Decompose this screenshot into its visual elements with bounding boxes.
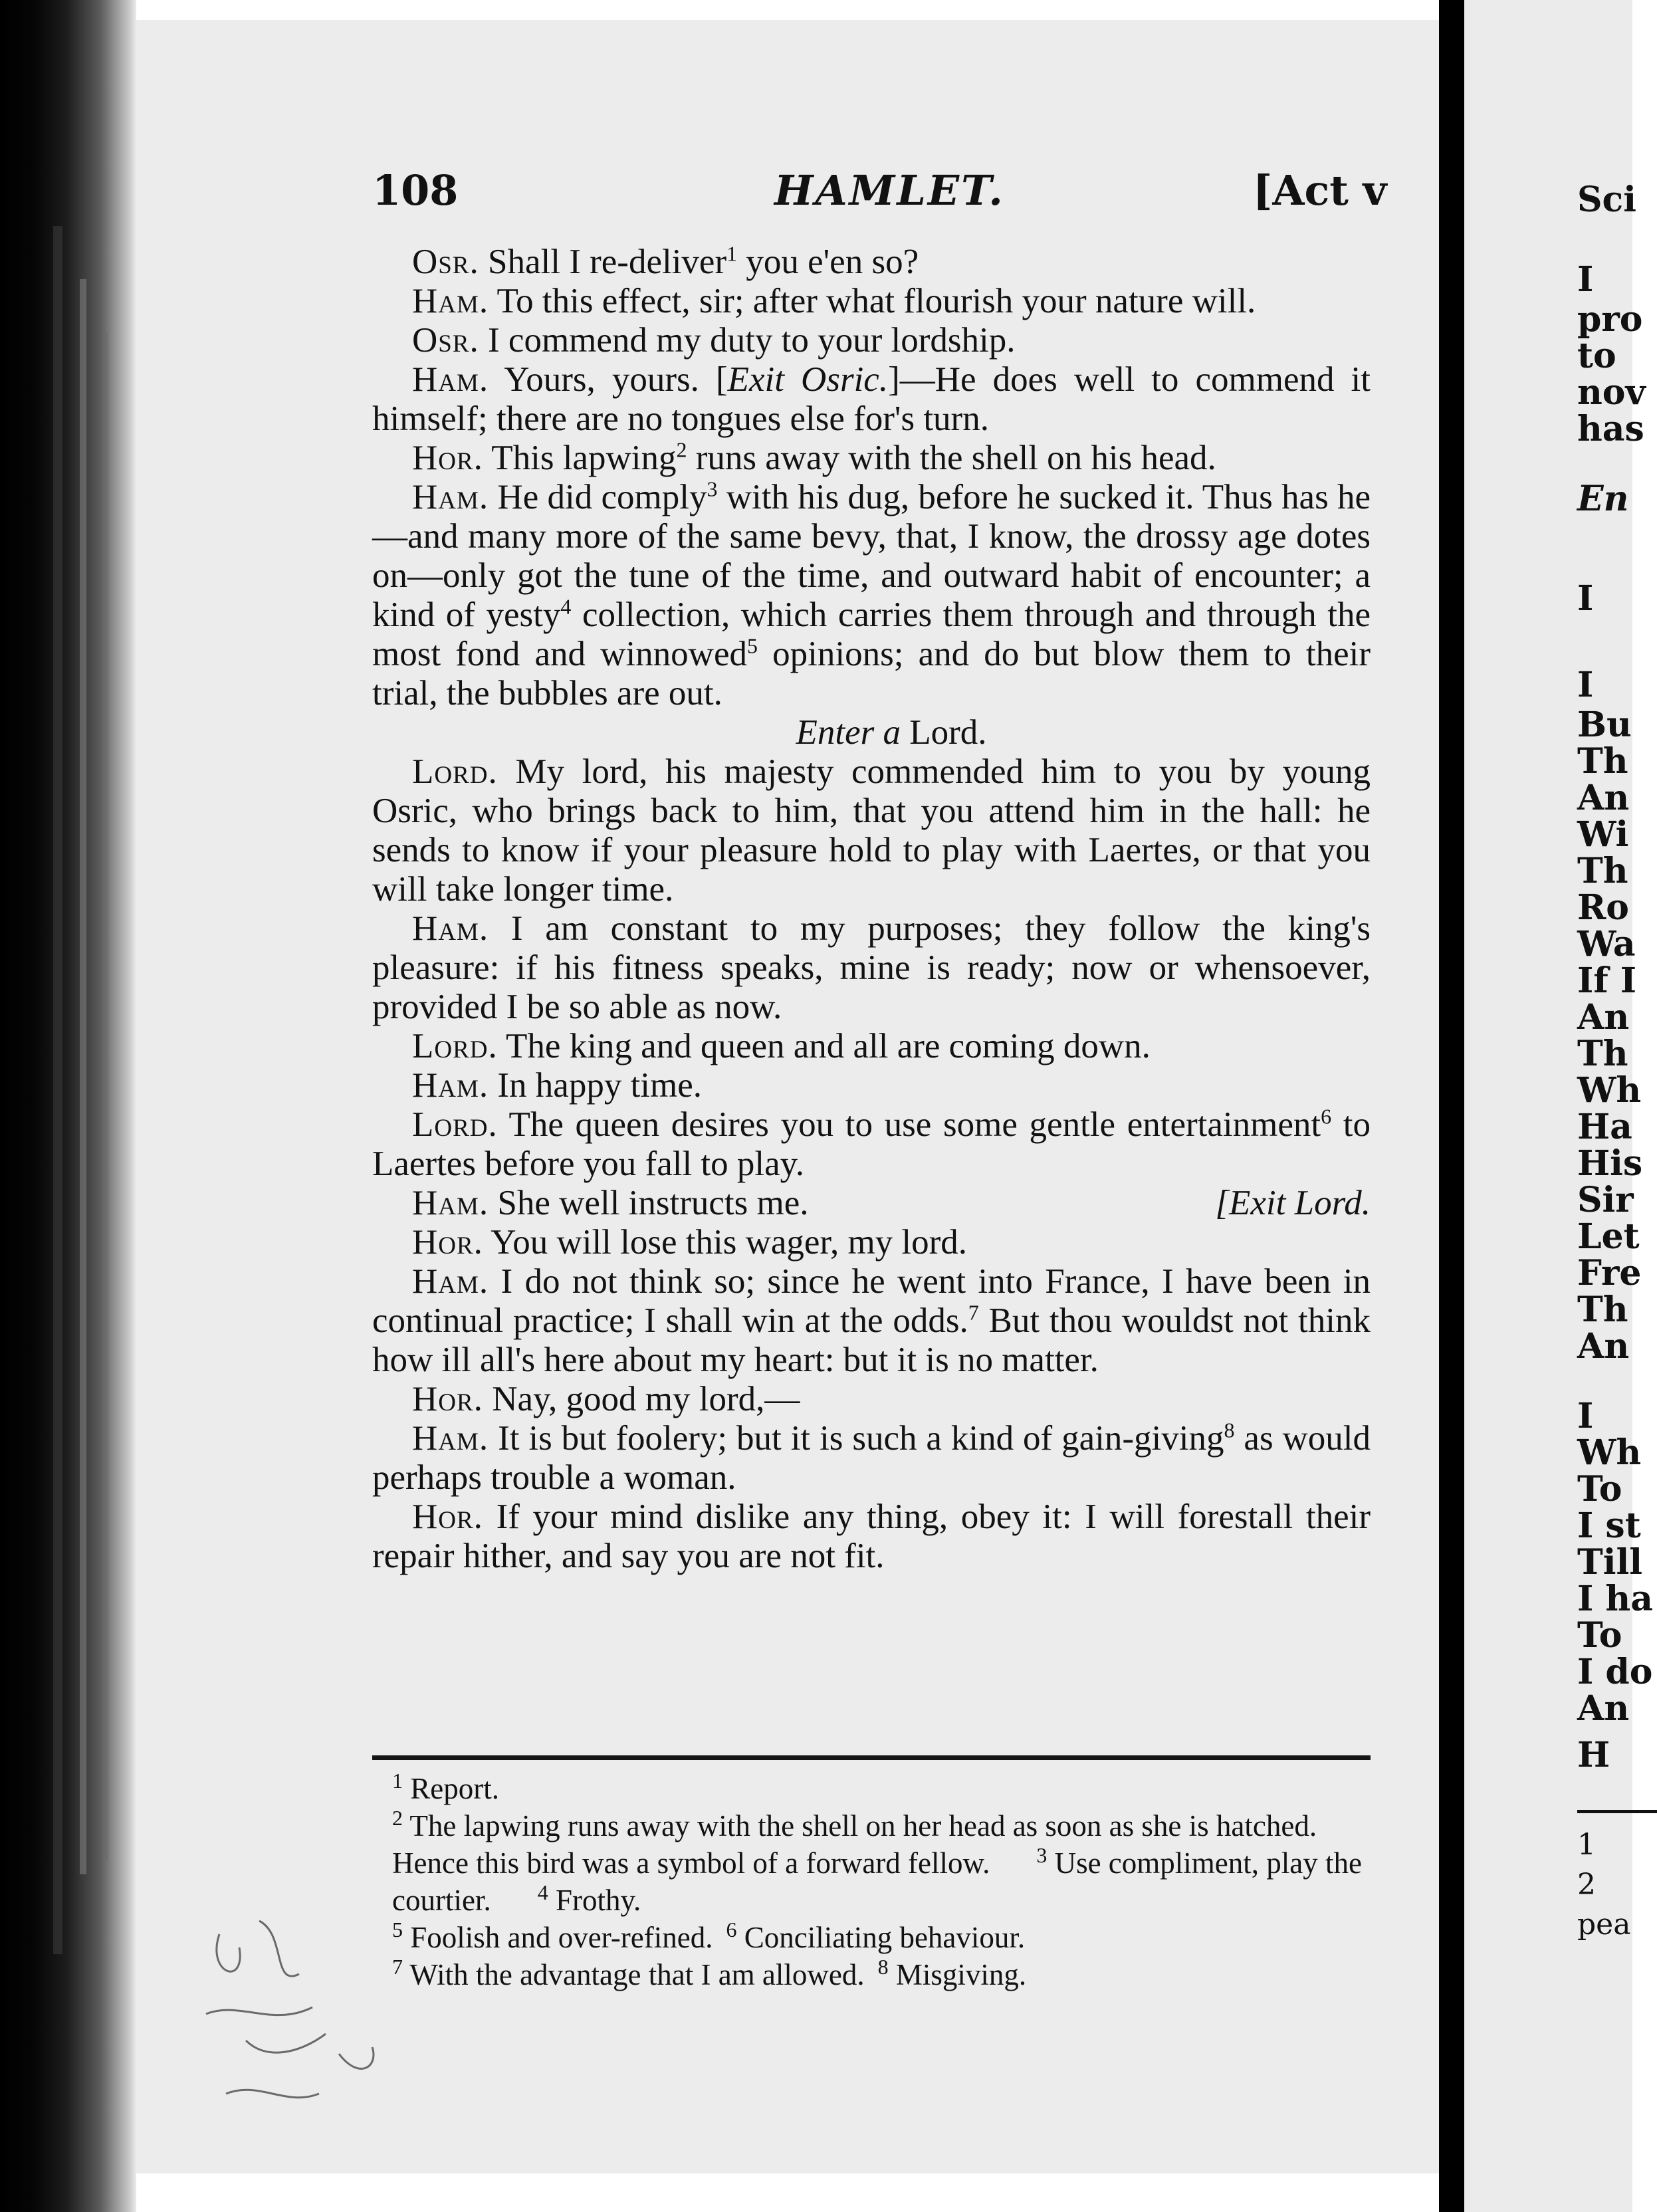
right-page-line-fragment: If I — [1577, 960, 1637, 1001]
act-header: [Act v — [1253, 166, 1387, 215]
spine-stamp-marks — [40, 199, 140, 1994]
right-page-line-fragment: Sci — [1577, 179, 1636, 220]
exit-direction: [Exit Lord. — [1215, 1184, 1371, 1222]
right-page-line-fragment: pro — [1577, 299, 1643, 340]
speech-with-exit: Ham. She well instructs me. [Exit Lord. — [412, 1184, 1371, 1222]
right-page-footnote-rule — [1577, 1810, 1657, 1813]
right-page-line-fragment: has — [1577, 409, 1644, 449]
right-page-line-fragment: Let — [1577, 1216, 1640, 1257]
speech: Lord. The queen desires you to use some gentle entertainment$^6$ to Laertes before you fall to play. — [372, 1104, 1371, 1183]
right-page-line-fragment: His — [1577, 1143, 1643, 1184]
speech: Hor. You will lose this wager, my lord. — [412, 1223, 968, 1262]
right-page-line-fragment: To — [1577, 1615, 1622, 1656]
speech: Ham. I am constant to my purposes; they follow the king's pleasure: if his fitness speaks, mine is ready; now or whensoever, provided I be so able as now. — [372, 909, 1371, 1026]
footnote: $^5$ Foolish and over-refined. $^6$ Conciliating behaviour. — [392, 1918, 1026, 1954]
footnote-rule — [372, 1755, 1371, 1760]
right-page-line-fragment: An — [1577, 997, 1630, 1038]
speech: Osr. Shall I re-deliver$^1$ you e'en so? — [412, 241, 919, 281]
speech: Hor. This lapwing$^2$ runs away with the shell on his head. — [412, 437, 1216, 477]
pencil-scribble-marks — [166, 1894, 432, 2147]
speech: Lord. The king and queen and all are coming down. — [412, 1027, 1151, 1065]
right-page-line-fragment: Till — [1577, 1542, 1642, 1583]
right-page-line-fragment: Ro — [1577, 887, 1629, 928]
right-page-line-fragment: Wh — [1577, 1070, 1642, 1111]
speech: Lord. My lord, his majesty commended him to you by young Osric, who brings back to him, that you attend him in the hall: he sends to know if your pleasure hold to play with Laertes, or that you will take longer time. — [372, 752, 1371, 909]
right-page-line-fragment: I — [1577, 259, 1594, 300]
right-page-line-fragment: An — [1577, 778, 1630, 818]
speech: Osr. I commend my duty to your lordship. — [412, 321, 1016, 360]
play-text — [372, 243, 1371, 1576]
right-page-line-fragment: Wh — [1577, 1432, 1642, 1473]
right-page-line-fragment: Th — [1577, 1034, 1628, 1074]
right-page-fragment — [1464, 0, 1653, 2212]
running-title: HAMLET. — [774, 166, 1005, 215]
right-page-line-fragment: An — [1577, 1326, 1630, 1367]
right-page-line-fragment: I — [1577, 665, 1594, 705]
right-page-line-fragment: Th — [1577, 1289, 1628, 1330]
right-page-line-fragment: I do — [1577, 1652, 1653, 1692]
speech: Ham. I do not think so; since he went into France, I have been in continual practice; I shall win at the odds.$^7$ But thou wouldst not think how ill all's here about my heart: but it is no matter. — [372, 1262, 1371, 1379]
right-page-line-fragment: I — [1577, 1396, 1594, 1436]
speech: Ham. Yours, yours. [Exit Osric.]—He does well to commend it himself; there are no tongues else for's turn. — [372, 360, 1371, 438]
speech: Hor. If your mind dislike any thing, obey it: I will forestall their repair hither, and say you are not fit. — [372, 1497, 1371, 1575]
right-page-footnote-fragment: 1 — [1577, 1828, 1596, 1862]
right-page-line-fragment: Th — [1577, 851, 1628, 891]
right-page-line-fragment: H — [1577, 1735, 1610, 1775]
right-page-line-fragment: I ha — [1577, 1579, 1653, 1619]
footnote: $^7$ With the advantage that I am allowed. $^8$ Misgiving. — [392, 1955, 1027, 1991]
right-page-line-fragment: Fre — [1577, 1253, 1642, 1293]
right-page-line-fragment: En — [1577, 479, 1629, 519]
stage-direction-enter: Enter a Lord. — [796, 713, 987, 752]
right-page-footnote-fragment: pea — [1577, 1908, 1631, 1941]
right-page-line-fragment: Ha — [1577, 1107, 1632, 1147]
page-gutter — [1439, 0, 1464, 2212]
speech: Ham. To this effect, sir; after what flourish your nature will. — [412, 282, 1256, 320]
footnote: $^1$ Report. — [392, 1769, 499, 1805]
speech: Ham. It is but foolery; but it is such a kind of gain-giving$^8$ as would perhaps trouble a woman. — [372, 1418, 1371, 1497]
right-page-line-fragment: to — [1577, 336, 1616, 376]
right-page-line-fragment: Th — [1577, 741, 1628, 782]
speech: Ham. He did comply$^3$ with his dug, before he sucked it. Thus has he—and many more of the same bevy, that, I know, the drossy age dotes on—only got the tune of the time, and outward habit of encounter; a kind of yesty$^4$ collection, which carries them through and through the most fond and winnowed$^5$ opinions; and do but blow them to their trial, the bubbles are out. — [372, 477, 1371, 713]
right-page-line-fragment: An — [1577, 1688, 1630, 1729]
right-page-line-fragment: I — [1577, 578, 1594, 619]
right-page-line-fragment: To — [1577, 1469, 1622, 1509]
footnote: $^2$ The lapwing runs away with the shell on her head as soon as she is hatched. Hence this bird was a symbol of a forward fellow. $^3$ Use compliment, play the courtier. $^4$ Frothy. — [392, 1806, 1362, 1917]
speech: Ham. In happy time. — [412, 1066, 703, 1105]
right-page-footnote-fragment: 2 — [1577, 1868, 1596, 1902]
speech: Hor. Nay, good my lord,— — [412, 1380, 800, 1418]
right-page-line-fragment: Wi — [1577, 814, 1629, 855]
right-page-line-fragment: Wa — [1577, 924, 1636, 964]
page-number: 108 — [372, 166, 459, 215]
right-page-line-fragment: nov — [1577, 372, 1646, 413]
right-page-line-fragment: Sir — [1577, 1180, 1634, 1220]
footnotes — [372, 1770, 1371, 1993]
right-page-line-fragment: I st — [1577, 1505, 1641, 1546]
right-page-line-fragment: Bu — [1577, 705, 1632, 745]
